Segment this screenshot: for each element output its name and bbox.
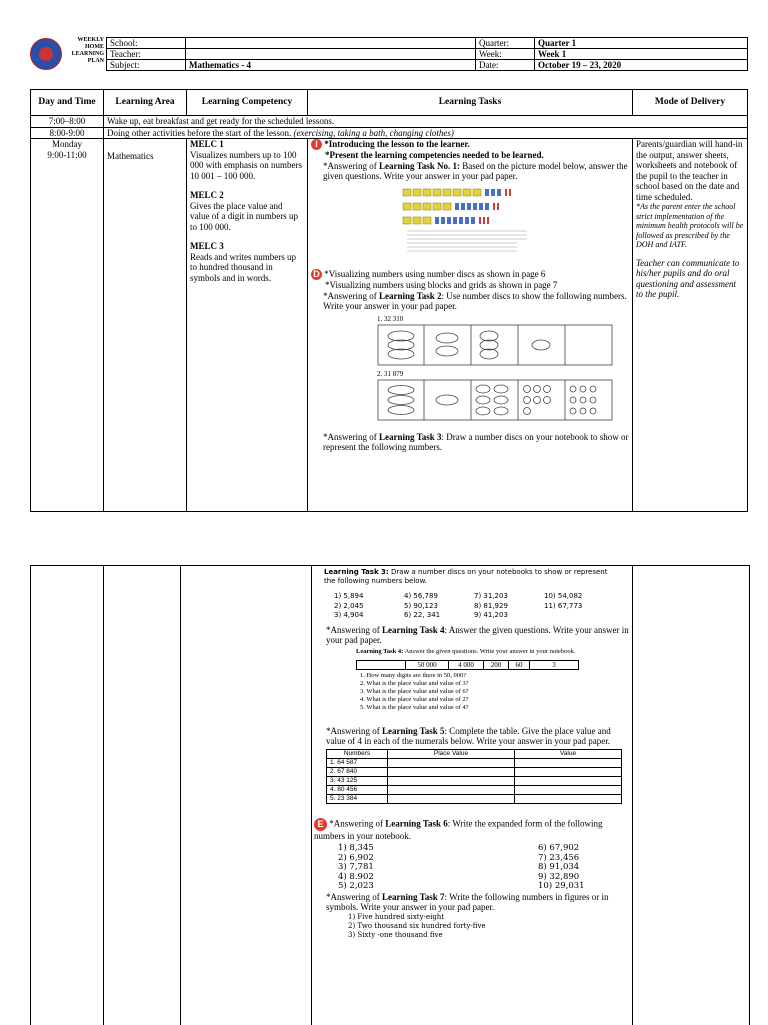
melc1-text: Visualizes numbers up to 100 000 with emphasis on numbers 10 001 – 100 000. [190, 149, 302, 181]
lt6-left-column [314, 844, 538, 892]
lt4-cell: 200 [484, 660, 509, 669]
mode-note: *As the parent enter the school strict implementation of the minimum health protocols will be followed as prescribed by the DOH and IATF. [636, 202, 744, 249]
column-divider [180, 566, 181, 1025]
col-mode-of-delivery: Mode of Delivery [633, 90, 748, 116]
learning-area-cell: Mathematics [104, 139, 187, 512]
lt3-number: 10) 54,082 [544, 592, 583, 600]
lt5-blank [388, 767, 515, 776]
lt3-box [314, 566, 630, 621]
lt3-text [311, 432, 629, 453]
row1-text: Wake up, eat breakfast and get ready for the scheduled lessons. [104, 116, 748, 128]
school-label: School: [107, 38, 186, 49]
lt3-heading-text: Draw a number discs on your notebooks to show or represent the following numbers below. [324, 568, 608, 585]
date-value: October 19 – 23, 2020 [535, 60, 748, 71]
lt4-question: 2. What is the place value and value of 3? [360, 679, 469, 687]
lt7-bold: Learning Task 7 [382, 891, 445, 902]
lt5-blank [515, 785, 622, 794]
lt5-blank [388, 794, 515, 803]
lt1-lead: *Answering of [323, 160, 379, 171]
mode-cell [633, 139, 748, 512]
lt2-bold: Learning Task 2 [379, 290, 442, 301]
page-two [30, 565, 750, 1025]
lt4-text [314, 625, 630, 646]
lt3-number: 8) 81,929 [474, 601, 508, 610]
col-learning-competency: Learning Competency [187, 90, 308, 116]
plan-title-line: PLAN [87, 58, 104, 64]
day-label: Monday [52, 139, 82, 149]
lt4-question: 1. How many digits are there in 50, 000? [360, 671, 467, 679]
school-value [186, 38, 476, 49]
d-line1: *Visualizing numbers using number discs as shown in page 6 [324, 268, 546, 279]
quarter-label: Quarter: [476, 38, 535, 49]
lt5-row-number: 1. 64 587 [327, 758, 388, 767]
column-divider [103, 566, 104, 1025]
lt6-text [314, 818, 630, 842]
lt5-bold: Learning Task 5 [382, 725, 445, 736]
lt1-body: Based on the picture model below, answer the given questions. Write your answer in your pad paper. [323, 160, 628, 182]
lt3-number: 4) 56,789 [404, 592, 438, 600]
lt3-number: 2) 2,045 [334, 601, 364, 610]
time-label: 9:00-11:00 [47, 149, 87, 160]
lt3-body: : Draw a number discs on your notebook to show or represent the following numbers. [323, 431, 629, 453]
disc-number-1: 1. 32 310 [377, 314, 404, 323]
lt4-body: : Answer the given questions. Write your answer in your pad paper. [326, 624, 629, 645]
lt4-cell [357, 660, 406, 669]
row2-text [104, 127, 748, 139]
lt4-question: 3. What is the place value and value of 6? [360, 687, 469, 695]
lt6-right-column [538, 844, 585, 892]
row2-italic: (exercising, taking a bath, changing clothes) [293, 127, 454, 138]
lt6-body: : Write the expanded form of the following numbers in your notebook. [314, 818, 603, 841]
lt5-header: Place Value [388, 749, 515, 758]
intro-block [311, 139, 629, 150]
lt6-item: 9) 32,890 [538, 871, 580, 882]
column-divider [632, 566, 633, 1025]
disc-grid-1 [377, 324, 613, 366]
lt5-row-number: 2. 67 840 [327, 767, 388, 776]
lt5-blank [388, 758, 515, 767]
row1-time: 7:00–8:00 [31, 116, 104, 128]
lt7-list [314, 913, 630, 940]
lt7-body: : Write the following numbers in figures or in symbols. Write your answer in your pad paper. [326, 891, 609, 912]
lt4-question: 4. What is the place value and value of 2? [360, 695, 469, 703]
number-discs-figure [377, 314, 629, 424]
lt7-item: 3) Sixty -one thousand five [348, 930, 443, 939]
subject-label: Subject: [107, 60, 186, 71]
plan-title-line: LEARNING [71, 51, 104, 57]
plan-table [30, 89, 748, 512]
teacher-value [186, 49, 476, 60]
lt3-number: 6) 22, 341 [404, 611, 441, 619]
page2-tasks [314, 566, 630, 940]
letter-i-icon: I [311, 139, 322, 150]
deped-seal-icon [30, 38, 62, 70]
row2-main: Doing other activities before the start of the lesson. [107, 127, 292, 138]
col-learning-tasks: Learning Tasks [308, 90, 633, 116]
lt5-blank [515, 767, 622, 776]
lt5-text [314, 726, 630, 747]
lt7-item: 2) Two thousand six hundred forty-five [348, 921, 486, 930]
lt5-blank [388, 785, 515, 794]
lt6-item: 10) 29,031 [538, 881, 585, 891]
lt7-text [314, 892, 630, 913]
lt5-blank [515, 794, 622, 803]
intro-line1: *Introducing the lesson to the learner. [324, 139, 470, 149]
picture-model-image [397, 185, 547, 255]
lt6-lead: *Answering of [329, 818, 386, 829]
competency-cell [187, 139, 308, 512]
week-label: Week: [476, 49, 535, 60]
lt5-table [326, 749, 622, 804]
lt5-lead: *Answering of [326, 725, 382, 736]
lt4-heading-text: Answer the given questions. Write your answer in your notebook. [403, 647, 576, 655]
letter-d-icon: D [311, 269, 322, 280]
header-table [106, 37, 748, 71]
lt4-cell: 3 [530, 660, 579, 669]
lt6-number-list [314, 844, 630, 892]
lt2-lead: *Answering of [323, 290, 379, 301]
lt7-item: 1) Five hundred sixty-eight [348, 912, 445, 921]
lt4-cell: 4 000 [449, 660, 484, 669]
lt6-item: 2) 6,902 [338, 852, 374, 863]
date-label: Date: [476, 60, 535, 71]
lt6-item: 7) 23,456 [538, 852, 580, 863]
lt5-blank [515, 758, 622, 767]
melc3-title: MELC 3 [190, 241, 224, 251]
lt6-bold: Learning Task 6 [385, 818, 448, 829]
lt3-lead: *Answering of [323, 431, 379, 442]
quarter-value: Quarter 1 [535, 38, 748, 49]
lt6-item: 4) 8.902 [338, 871, 374, 882]
d-block [311, 269, 629, 280]
melc2-text: Gives the place value and value of a digit in numbers up to 100 000. [190, 200, 298, 232]
letter-e-icon: E [314, 818, 327, 831]
row2-time: 8:00-9:00 [31, 127, 104, 139]
melc3-text: Reads and writes numbers up to hundred thousand in symbols and in words. [190, 251, 296, 283]
melc2-title: MELC 2 [190, 190, 224, 200]
lt4-number-table [356, 660, 579, 670]
lt6-item: 3) 7,781 [338, 862, 374, 872]
logo-area [30, 37, 106, 67]
lt5-header: Value [515, 749, 622, 758]
column-divider [311, 566, 312, 1025]
lt5-body: : Complete the table. Give the place value and value of 4 in each of the numerals below. Write your answer in your pad paper. [326, 725, 611, 746]
lt5-row-number: 3. 43 125 [327, 776, 388, 785]
lt6-item: 5) 2,023 [338, 881, 374, 891]
disc-number-2: 2. 31 879 [377, 369, 404, 378]
lt5-header: Numbers [327, 749, 388, 758]
plan-title-line: WEEKLY [77, 37, 104, 43]
teacher-label: Teacher: [107, 49, 186, 60]
lt3-number: 5) 90,123 [404, 601, 438, 610]
lt5-blank [388, 776, 515, 785]
lt3-number: 1) 5,894 [334, 592, 364, 600]
lt2-text [311, 291, 629, 312]
lt3-number [544, 611, 614, 621]
lt3-number-grid [334, 592, 620, 621]
lt3-heading [324, 568, 620, 586]
lt4-lead: *Answering of [326, 624, 382, 635]
mode-text: Parents/guardian will hand-in the output, answer sheets, worksheets and notebook of the pupil to the teacher in school based on the date and time scheduled. [636, 139, 743, 202]
col-learning-area: Learning Area [104, 90, 187, 116]
intro-line2: *Present the learning competencies needed to be learned. [325, 150, 544, 161]
week-value: Week 1 [535, 49, 748, 60]
lt4-questions [356, 672, 630, 712]
lt4-cell: 60 [509, 660, 530, 669]
melc1-title: MELC 1 [190, 139, 224, 149]
lt3-heading-bold: Learning Task 3: [324, 568, 389, 576]
col-day-time: Day and Time [31, 90, 104, 116]
lt4-heading [356, 648, 630, 656]
lt5-row-number: 5. 23 384 [327, 794, 388, 803]
lt2-body: : Use number discs to show the following numbers. Write your answer in your pad paper. [323, 290, 627, 312]
lt3-number: 7) 31,203 [474, 592, 508, 600]
subject-value: Mathematics - 4 [186, 60, 476, 71]
monday-cell [31, 139, 104, 512]
d-line2: *Visualizing numbers using blocks and grids as shown in page 7 [325, 280, 558, 291]
plan-title-line: HOME [85, 44, 104, 50]
lt5-row-number: 4. 80 456 [327, 785, 388, 794]
lt4-cell: 50 000 [406, 660, 449, 669]
lt3-bold: Learning Task 3 [379, 431, 442, 442]
lt6-item: 6) 67,902 [538, 843, 580, 853]
lt6-item: 1) 8,345 [338, 843, 374, 853]
lt1-text [311, 161, 629, 182]
plan-title [64, 37, 104, 65]
lt4-box [314, 648, 630, 712]
lt4-bold: Learning Task 4 [382, 624, 445, 635]
lt4-heading-bold: Learning Task 4: [356, 647, 404, 655]
lt6-item: 8) 91,034 [538, 862, 580, 872]
lt3-number: 11) 67,773 [544, 601, 583, 610]
lt3-number: 3) 4,904 [334, 611, 364, 619]
tasks-cell [308, 139, 633, 512]
disc-grid-2 [377, 379, 613, 421]
lt5-blank [515, 776, 622, 785]
lt4-question: 5. What is the place value and value of 4? [360, 703, 469, 711]
lt3-number: 9) 41,203 [474, 611, 508, 619]
lt1-bold: Learning Task No. 1: [379, 160, 461, 171]
lt7-lead: *Answering of [326, 891, 382, 902]
mode-note2: Teacher can communicate to his/her pupils and do oral questioning and assessment to the pupil. [636, 257, 740, 299]
